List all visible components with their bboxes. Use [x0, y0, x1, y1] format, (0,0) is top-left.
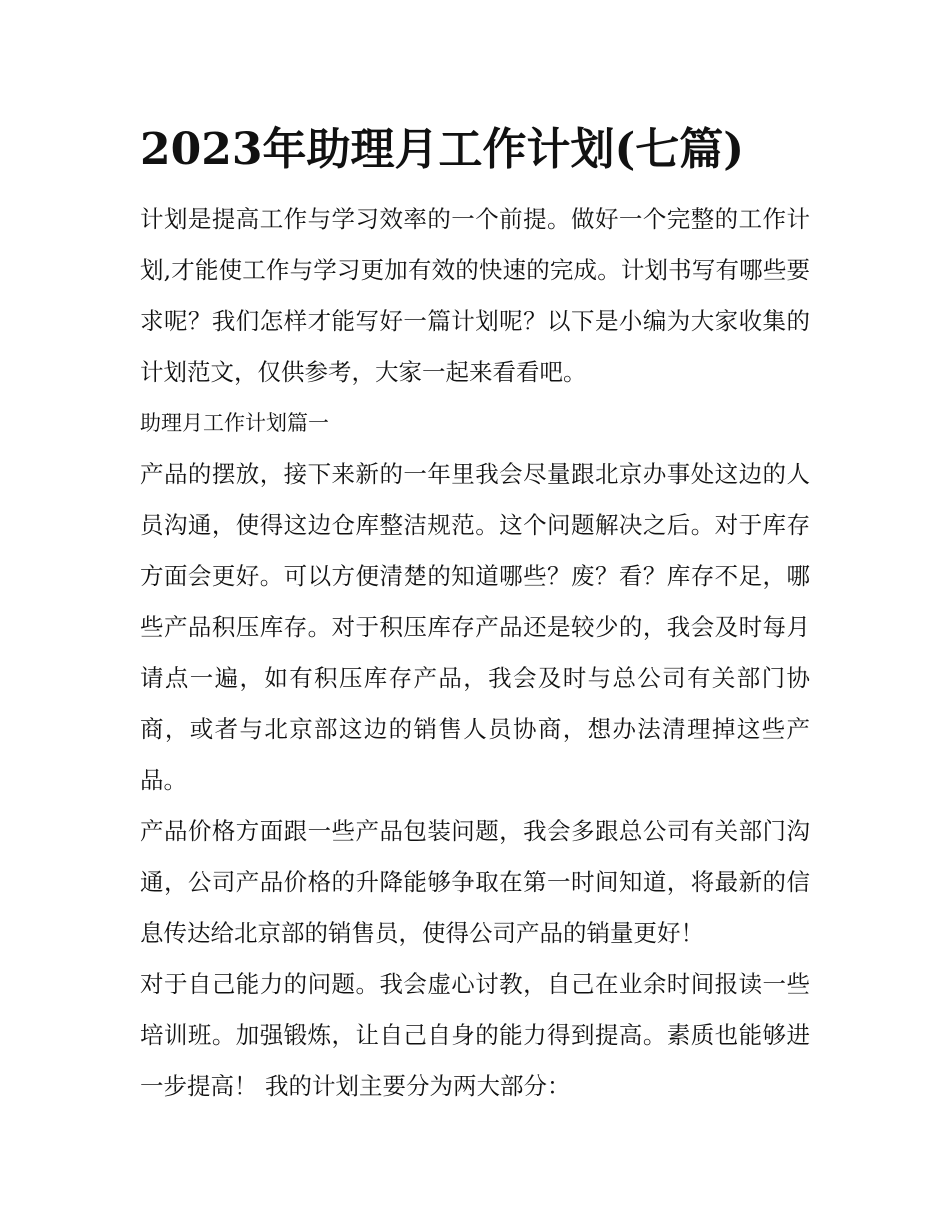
document-title: 2023年助理月工作计划(七篇): [140, 124, 745, 175]
intro-paragraph: 计划是提高工作与学习效率的一个前提。做好一个完整的工作计划,才能使工作与学习更加有效的快速的完成。计划书写有哪些要求呢？我们怎样才能写好一篇计划呢？以下是小编为大家收集的计划范文，仅供参考，大家一起来看看吧。: [140, 205, 810, 386]
body-paragraph: 对于自己能力的问题。我会虚心讨教，自己在业余时间报读一些培训班。加强锻炼，让自己自身的能力得到提高。素质也能够进一步提高！ 我的计划主要分为两大部分：: [140, 970, 810, 1100]
body-paragraph: 产品价格方面跟一些产品包装问题，我会多跟总公司有关部门沟通，公司产品价格的升降能够争取在第一时间知道，将最新的信息传达给北京部的销售员，使得公司产品的销量更好！: [140, 817, 810, 947]
body-paragraph: 产品的摆放，接下来新的一年里我会尽量跟北京办事处这边的人员沟通，使得这边仓库整洁规范。这个问题解决之后。对于库存方面会更好。可以方便清楚的知道哪些？废？看？库存不足，哪些产品积压库存。对于积压库存产品还是较少的，我会及时每月请点一遍，如有积压库存产品，我会及时与总公司有关部门协商，或者与北京部这边的销售人员协商，想办法清理掉这些产品。: [140, 460, 810, 794]
section-heading: 助理月工作计划篇一: [140, 411, 329, 435]
